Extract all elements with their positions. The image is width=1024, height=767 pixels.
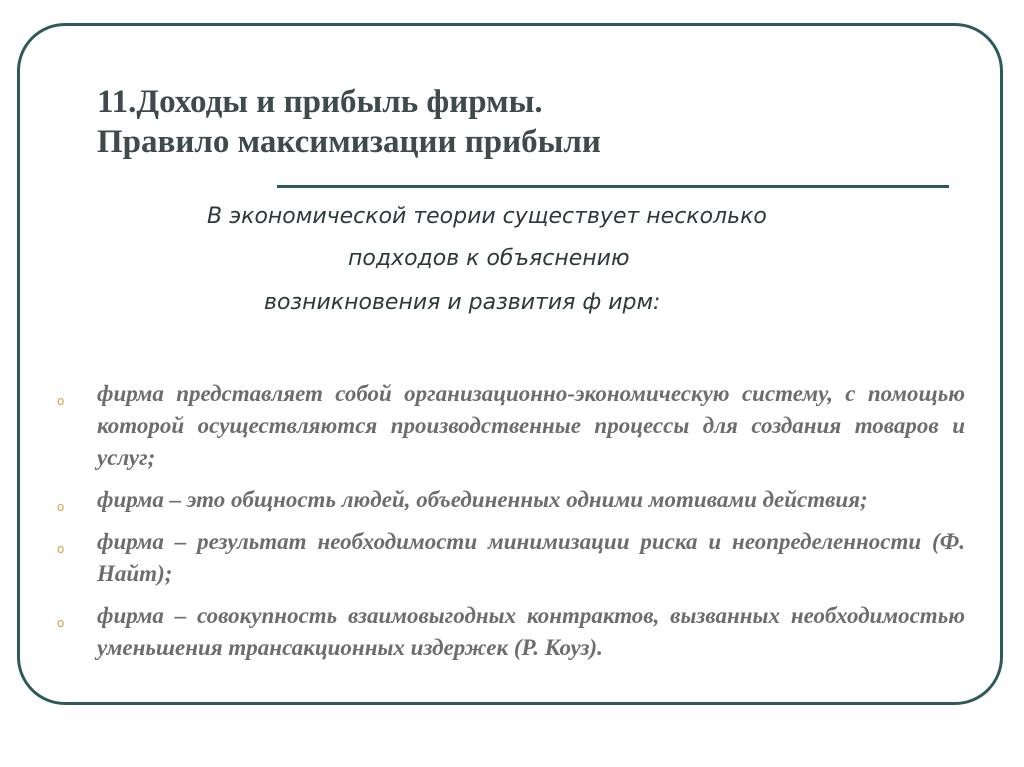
list-item-text: фирма представляет собой организационно-экономическую систему, с помощью которой осуществляются производственные процессы для создания товаров и услуг; [97,381,965,470]
list-item-text: фирма – совокупность взаимовыгодных контрактов, вызванных необходимостью уменьшения трансакционных издержек (Р. Коуз). [97,603,965,660]
list-item [57,484,965,516]
bullet-marker: o [57,616,65,630]
list-item-text: фирма – результат необходимости минимизации риска и неопределенности (Ф. Найт); [97,529,965,586]
list-item-text: фирма – это общность людей, объединенных одними мотивами действия; [97,487,868,512]
list-item [57,526,965,590]
title-divider [277,185,949,188]
bullet-marker: o [57,394,65,408]
bullet-marker: o [57,542,65,556]
title-line-2: Правило максимизации прибыли [97,124,601,160]
list-item [57,378,965,474]
intro-line-2: подходов к объяснению [348,246,630,271]
title-line-1: 11.Доходы и прибыль фирмы. [97,84,543,120]
list-item [57,600,965,664]
intro-line-1: В экономической теории существует несколько [207,204,767,229]
intro-line-3: возникновения и развития ф ирм: [264,290,661,315]
bullet-marker: o [57,500,65,514]
slide-title [97,82,957,162]
approaches-list [57,378,965,674]
